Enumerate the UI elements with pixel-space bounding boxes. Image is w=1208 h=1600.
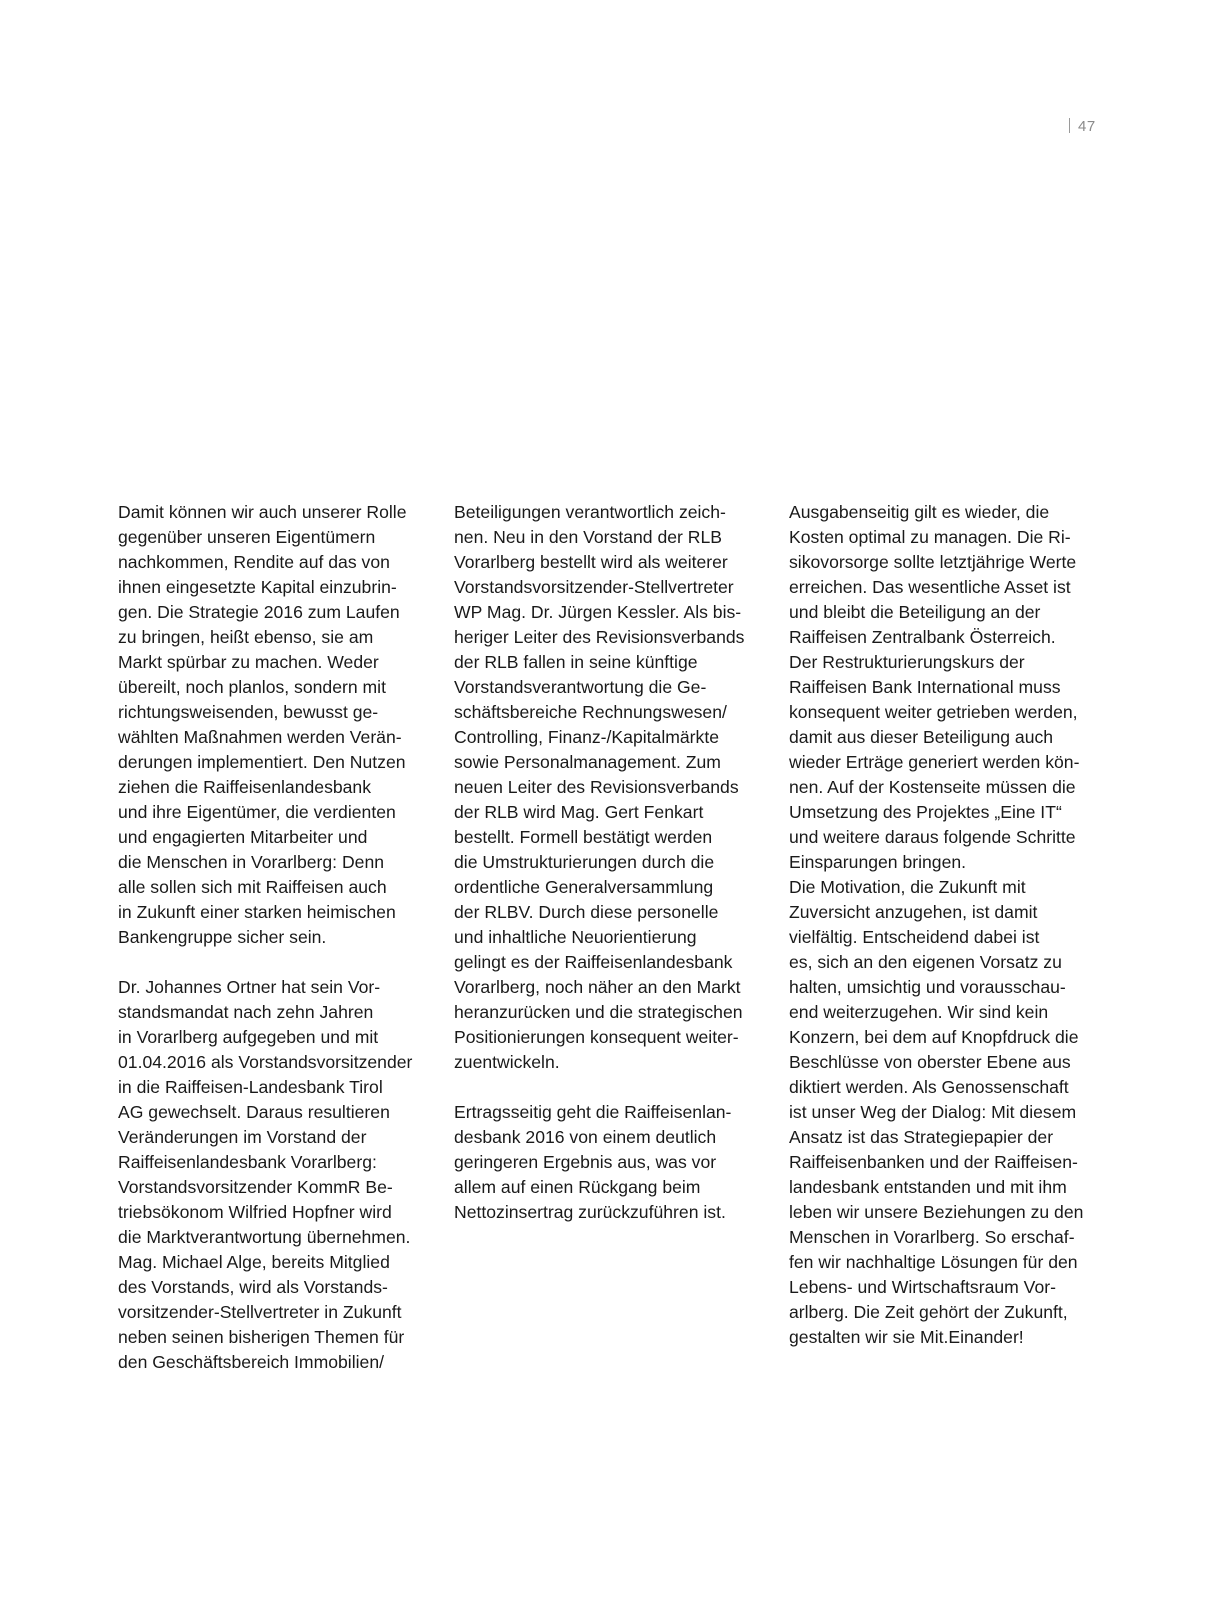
text-line: übereilt, noch planlos, sondern mit [118,677,386,697]
text-line: die Marktverantwortung übernehmen. [118,1227,411,1247]
text-line: sowie Personalmanagement. Zum [454,752,721,772]
text-line: nachkommen, Rendite auf das von [118,552,390,572]
text-line: und weitere daraus folgende Schritte [789,827,1076,847]
text-line: schäftsbereiche Rechnungswesen/ [454,702,727,722]
text-line: der RLB fallen in seine künftige [454,652,698,672]
text-line: ist unser Weg der Dialog: Mit diesem [789,1102,1077,1122]
text-line: zu bringen, heißt ebenso, sie am [118,627,374,647]
text-line: vielfältig. Entscheidend dabei ist [789,927,1040,947]
page-number [1069,118,1096,135]
text-line: und engagierten Mitarbeiter und [118,827,368,847]
text-line: derungen implementiert. Den Nutzen [118,752,406,772]
paragraph [118,975,428,1375]
text-line: Vorstandsvorsitzender KommR Be- [118,1177,393,1197]
text-line: der RLB wird Mag. Gert Fenkart [454,802,704,822]
text-line: heriger Leiter des Revisionsverbands [454,627,745,647]
text-line: ihnen eingesetzte Kapital einzubrin- [118,577,397,597]
text-line: erreichen. Das wesentliche Asset ist [789,577,1071,597]
text-line: gestalten wir sie Mit.Einander! [789,1327,1024,1347]
text-line: Kosten optimal zu managen. Die Ri- [789,527,1071,547]
text-line: ziehen die Raiffeisenlandesbank [118,777,372,797]
text-line: fen wir nachhaltige Lösungen für den [789,1252,1078,1272]
text-line: Ausgabenseitig gilt es wieder, die [789,502,1050,522]
text-line: Raiffeisenbanken und der Raiffeisen- [789,1152,1078,1172]
text-line: in die Raiffeisen-Landesbank Tirol [118,1077,383,1097]
text-line: den Geschäftsbereich Immobilien/ [118,1352,384,1372]
page-number-divider [1069,118,1070,133]
text-line: Ansatz ist das Strategiepapier der [789,1127,1054,1147]
text-line: Konzern, bei dem auf Knopfdruck die [789,1027,1079,1047]
text-line: neben seinen bisherigen Themen für [118,1327,405,1347]
text-line: Controlling, Finanz-/Kapitalmärkte [454,727,719,747]
text-line: Vorstandsvorsitzender-Stellvertreter [454,577,734,597]
text-line: Nettozinsertrag zurückzuführen ist. [454,1202,726,1222]
text-line: und inhaltliche Neuorientierung [454,927,697,947]
text-line: Die Motivation, die Zukunft mit [789,877,1026,897]
text-line: Raiffeisenlandesbank Vorarlberg: [118,1152,377,1172]
text-line: geringeren Ergebnis aus, was vor [454,1152,717,1172]
text-line: alle sollen sich mit Raiffeisen auch [118,877,387,897]
text-line: Bankengruppe sicher sein. [118,927,327,947]
text-line: heranzurücken und die strategischen [454,1002,743,1022]
text-line: es, sich an den eigenen Vorsatz zu [789,952,1062,972]
text-line: nen. Neu in den Vorstand der RLB [454,527,722,547]
text-line: Markt spürbar zu machen. Weder [118,652,379,672]
text-line: Menschen in Vorarlberg. So erschaf- [789,1227,1075,1247]
text-line: gelingt es der Raiffeisenlandesbank [454,952,733,972]
text-line: Vorarlberg bestellt wird als weiterer [454,552,728,572]
text-line: ordentliche Generalversammlung [454,877,714,897]
text-line: wählten Maßnahmen werden Verän- [118,727,402,747]
text-line: Vorarlberg, noch näher an den Markt [454,977,741,997]
paragraph [454,500,764,1075]
paragraph-gap [454,1075,764,1100]
text-line: Umsetzung des Projektes „Eine IT“ [789,802,1062,822]
text-line: Der Restrukturierungskurs der [789,652,1025,672]
text-line: Beteiligungen verantwortlich zeich- [454,502,726,522]
text-line: Dr. Johannes Ortner hat sein Vor- [118,977,381,997]
paragraph-gap [118,950,428,975]
text-line: gegenüber unseren Eigentümern [118,527,376,547]
text-line: leben wir unsere Beziehungen zu den [789,1202,1084,1222]
text-line: neuen Leiter des Revisionsverbands [454,777,739,797]
text-line: Positionierungen konsequent weiter- [454,1027,739,1047]
text-line: zuentwickeln. [454,1052,560,1072]
page-number-text: 47 [1078,118,1096,135]
text-line: landesbank entstanden und mit ihm [789,1177,1067,1197]
text-line: standsmandat nach zehn Jahren [118,1002,374,1022]
text-line: bestellt. Formell bestätigt werden [454,827,713,847]
text-line: desbank 2016 von einem deutlich [454,1127,717,1147]
text-line: Mag. Michael Alge, bereits Mitglied [118,1252,390,1272]
text-line: end weiterzugehen. Wir sind kein [789,1002,1049,1022]
text-line: Einsparungen bringen. [789,852,967,872]
text-column-1 [118,500,428,1375]
text-line: sikovorsorge sollte letztjährige Werte [789,552,1077,572]
text-line: arlberg. Die Zeit gehört der Zukunft, [789,1302,1068,1322]
text-line: Zuversicht anzugehen, ist damit [789,902,1038,922]
text-line: vorsitzender-Stellvertreter in Zukunft [118,1302,402,1322]
text-line: in Zukunft einer starken heimischen [118,902,396,922]
paragraph [789,500,1099,1350]
text-line: Beschlüsse von oberster Ebene aus [789,1052,1071,1072]
text-line: Raiffeisen Zentralbank Österreich. [789,627,1056,647]
text-column-3 [789,500,1099,1350]
text-line: die Menschen in Vorarlberg: Denn [118,852,385,872]
text-line: Damit können wir auch unserer Rolle [118,502,407,522]
text-line: wieder Erträge generiert werden kön- [789,752,1080,772]
text-line: diktiert werden. Als Genossenschaft [789,1077,1069,1097]
text-line: richtungsweisenden, bewusst ge- [118,702,379,722]
text-line: Veränderungen im Vorstand der [118,1127,367,1147]
text-line: Ertragsseitig geht die Raiffeisenlan- [454,1102,732,1122]
text-line: triebsökonom Wilfried Hopfner wird [118,1202,392,1222]
text-line: und bleibt die Beteiligung an der [789,602,1041,622]
text-line: konsequent weiter getrieben werden, [789,702,1078,722]
text-column-2 [454,500,764,1225]
text-line: WP Mag. Dr. Jürgen Kessler. Als bis- [454,602,742,622]
text-line: Lebens- und Wirtschaftsraum Vor- [789,1277,1056,1297]
text-line: und ihre Eigentümer, die verdienten [118,802,396,822]
text-line: damit aus dieser Beteiligung auch [789,727,1054,747]
text-line: in Vorarlberg aufgegeben und mit [118,1027,379,1047]
text-line: des Vorstands, wird als Vorstands- [118,1277,388,1297]
text-line: allem auf einen Rückgang beim [454,1177,701,1197]
paragraph [454,1100,764,1225]
text-line: AG gewechselt. Daraus resultieren [118,1102,390,1122]
text-line: Vorstandsverantwortung die Ge- [454,677,707,697]
text-line: die Umstrukturierungen durch die [454,852,715,872]
text-line: der RLBV. Durch diese personelle [454,902,719,922]
paragraph [118,500,428,950]
text-line: 01.04.2016 als Vorstandsvorsitzender [118,1052,413,1072]
text-line: gen. Die Strategie 2016 zum Laufen [118,602,400,622]
text-line: nen. Auf der Kostenseite müssen die [789,777,1076,797]
text-line: Raiffeisen Bank International muss [789,677,1061,697]
text-line: halten, umsichtig und vorausschau- [789,977,1066,997]
